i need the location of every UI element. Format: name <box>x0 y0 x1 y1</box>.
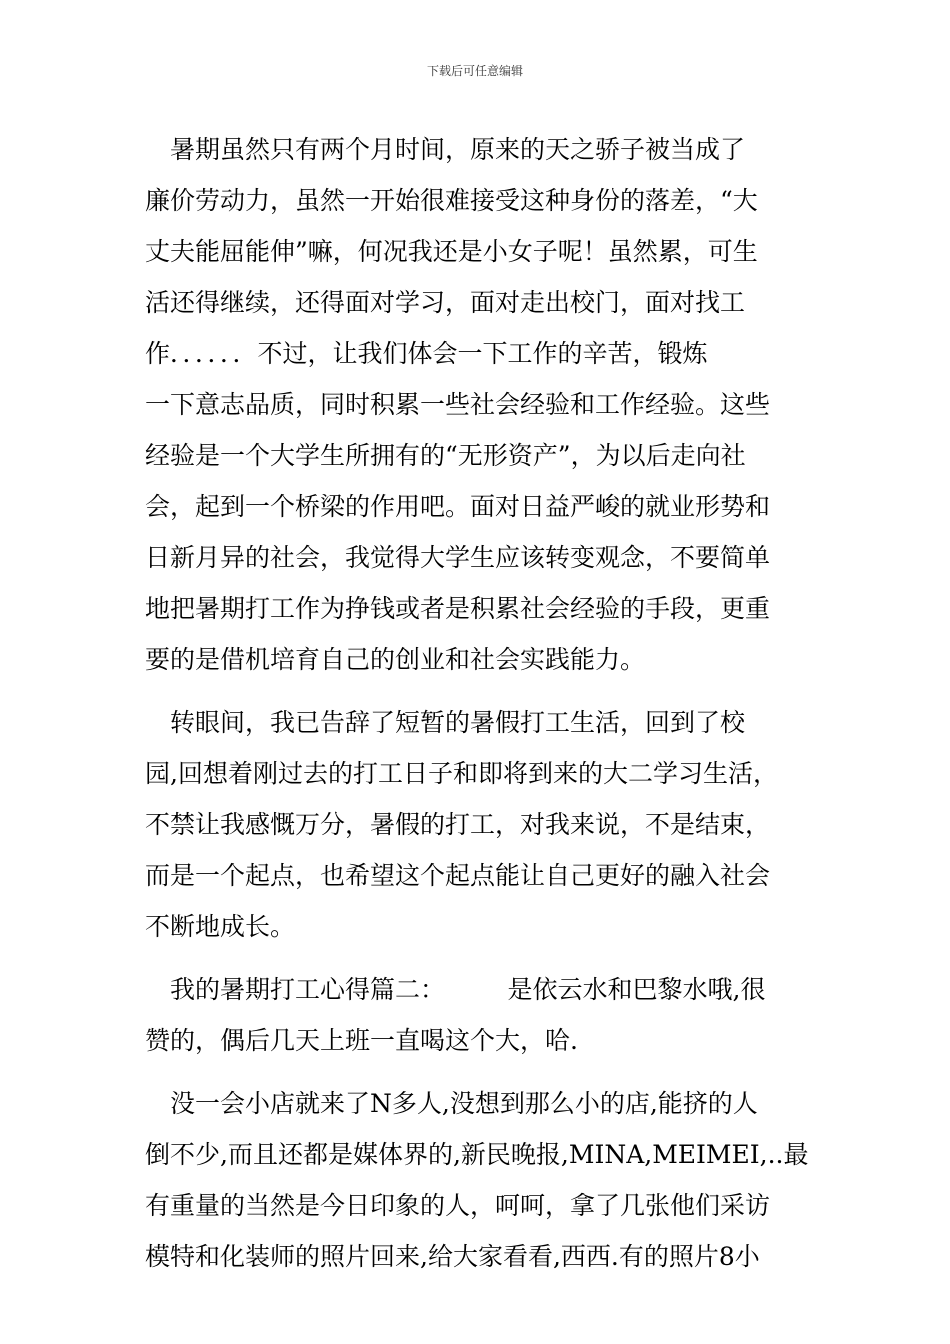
paragraph <box>145 1078 810 1282</box>
paragraph-gap <box>145 685 810 697</box>
text-line: 丈夫能屈能伸”嘛，何况我还是小女子呢！虽然累，可生 <box>145 237 758 266</box>
text-line: 不断地成长。 <box>145 912 296 941</box>
text-line: 赞的，偶后几天上班一直喝这个大，哈. <box>145 1026 578 1055</box>
text-line: 活还得继续，还得面对学习，面对走出校门，面对找工 <box>145 288 746 317</box>
text-line: 我的暑期打工心得篇二： 是依云水和巴黎水哦,很 <box>145 975 766 1004</box>
paragraph <box>145 697 810 952</box>
text-line: 转眼间，我已告辞了短暂的暑假打工生活，回到了校 <box>145 708 746 737</box>
paragraph <box>145 964 810 1066</box>
paragraph-gap <box>145 952 810 964</box>
text-line: 日新月异的社会，我觉得大学生应该转变观念，不要简单 <box>145 543 771 572</box>
text-line: 模特和化装师的照片回来,给大家看看,西西.有的照片8小 <box>145 1242 760 1271</box>
text-line: 不禁让我感慨万分，暑假的打工，对我来说，不是结束， <box>145 810 771 839</box>
text-line: 没一会小店就来了N多人,没想到那么小的店,能挤的人 <box>145 1089 758 1118</box>
document-body <box>145 124 810 1282</box>
text-line: 一下意志品质，同时积累一些社会经验和工作经验。这些 <box>145 390 771 419</box>
text-line: 园,回想着刚过去的打工日子和即将到来的大二学习生活， <box>145 759 778 788</box>
text-line: 要的是借机培育自己的创业和社会实践能力。 <box>145 645 646 674</box>
text-line: 有重量的当然是今日印象的人，呵呵，拿了几张他们采访 <box>145 1191 771 1220</box>
text-line: 作．．．．．．不过，让我们体会一下工作的辛苦，锻炼 <box>145 339 708 368</box>
paragraph-gap <box>145 1066 810 1078</box>
text-line: 经验是一个大学生所拥有的“无形资产”，为以后走向社 <box>145 441 746 470</box>
text-line: 倒不少,而且还都是媒体界的,新民晚报,MINA,MEIMEI,..最 <box>145 1140 809 1169</box>
paragraph <box>145 124 810 685</box>
text-line: 廉价劳动力，虽然一开始很难接受这种身份的落差，“大 <box>145 186 758 215</box>
text-line: 暑期虽然只有两个月时间，原来的天之骄子被当成了 <box>145 135 746 164</box>
text-line: 会，起到一个桥梁的作用吧。面对日益严峻的就业形势和 <box>145 492 771 521</box>
text-line: 地把暑期打工作为挣钱或者是积累社会经验的手段，更重 <box>145 594 771 623</box>
text-line: 而是一个起点，也希望这个起点能让自己更好的融入社会 <box>145 861 771 890</box>
page-header: 下载后可任意编辑 <box>426 64 523 78</box>
